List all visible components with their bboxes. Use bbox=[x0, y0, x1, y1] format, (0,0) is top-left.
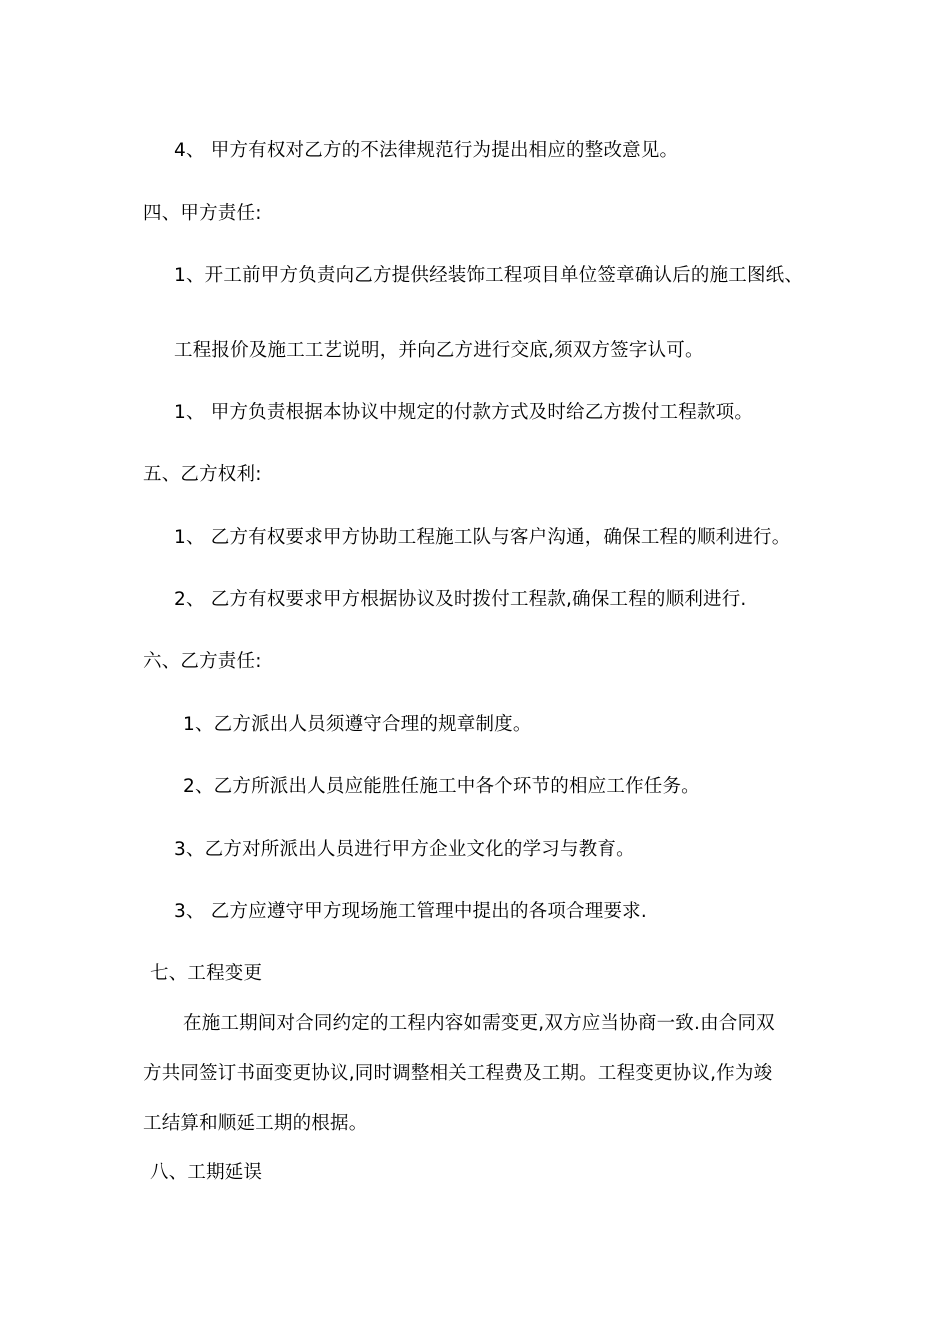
paragraph-7-line3: 工结算和顺延工期的根据。 bbox=[143, 1113, 368, 1134]
paragraph-7-line2: 方共同签订书面变更协议,同时调整相关工程费及工期。工程变更协议,作为竣 bbox=[143, 1063, 773, 1084]
clause-c1: 1、 乙方有权要求甲方协助工程施工队与客户沟通，确保工程的顺利进行。 bbox=[174, 527, 791, 548]
clause-d2: 2、乙方所派出人员应能胜任施工中各个环节的相应工作任务。 bbox=[183, 776, 700, 797]
paragraph-7-line1: 在施工期间对合同约定的工程内容如需变更,双方应当协商一致.由合同双 bbox=[183, 1013, 775, 1034]
clause-a4: 4、 甲方有权对乙方的不法律规范行为提出相应的整改意见。 bbox=[174, 140, 679, 161]
section-heading-6: 六、乙方责任: bbox=[143, 651, 262, 672]
clause-c2: 2、 乙方有权要求甲方根据协议及时拨付工程款,确保工程的顺利进行. bbox=[174, 589, 747, 610]
clause-d1: 1、乙方派出人员须遵守合理的规章制度。 bbox=[183, 714, 532, 735]
section-heading-5: 五、乙方权利: bbox=[143, 464, 262, 485]
section-heading-8: 八、工期延误 bbox=[150, 1162, 263, 1183]
section-heading-7: 七、工程变更 bbox=[150, 963, 263, 984]
clause-d3: 3、乙方对所派出人员进行甲方企业文化的学习与教育。 bbox=[174, 839, 635, 860]
section-heading-4: 四、甲方责任: bbox=[143, 203, 262, 224]
clause-d4: 3、 乙方应遵守甲方现场施工管理中提出的各项合理要求. bbox=[174, 901, 647, 922]
clause-b2: 1、 甲方负责根据本协议中规定的付款方式及时给乙方拨付工程款项。 bbox=[174, 402, 754, 423]
clause-b1-line1: 1、开工前甲方负责向乙方提供经装饰工程项目单位签章确认后的施工图纸、 bbox=[174, 265, 804, 286]
clause-b1-line2: 工程报价及施工工艺说明，并向乙方进行交底,须双方签字认可。 bbox=[174, 340, 704, 361]
